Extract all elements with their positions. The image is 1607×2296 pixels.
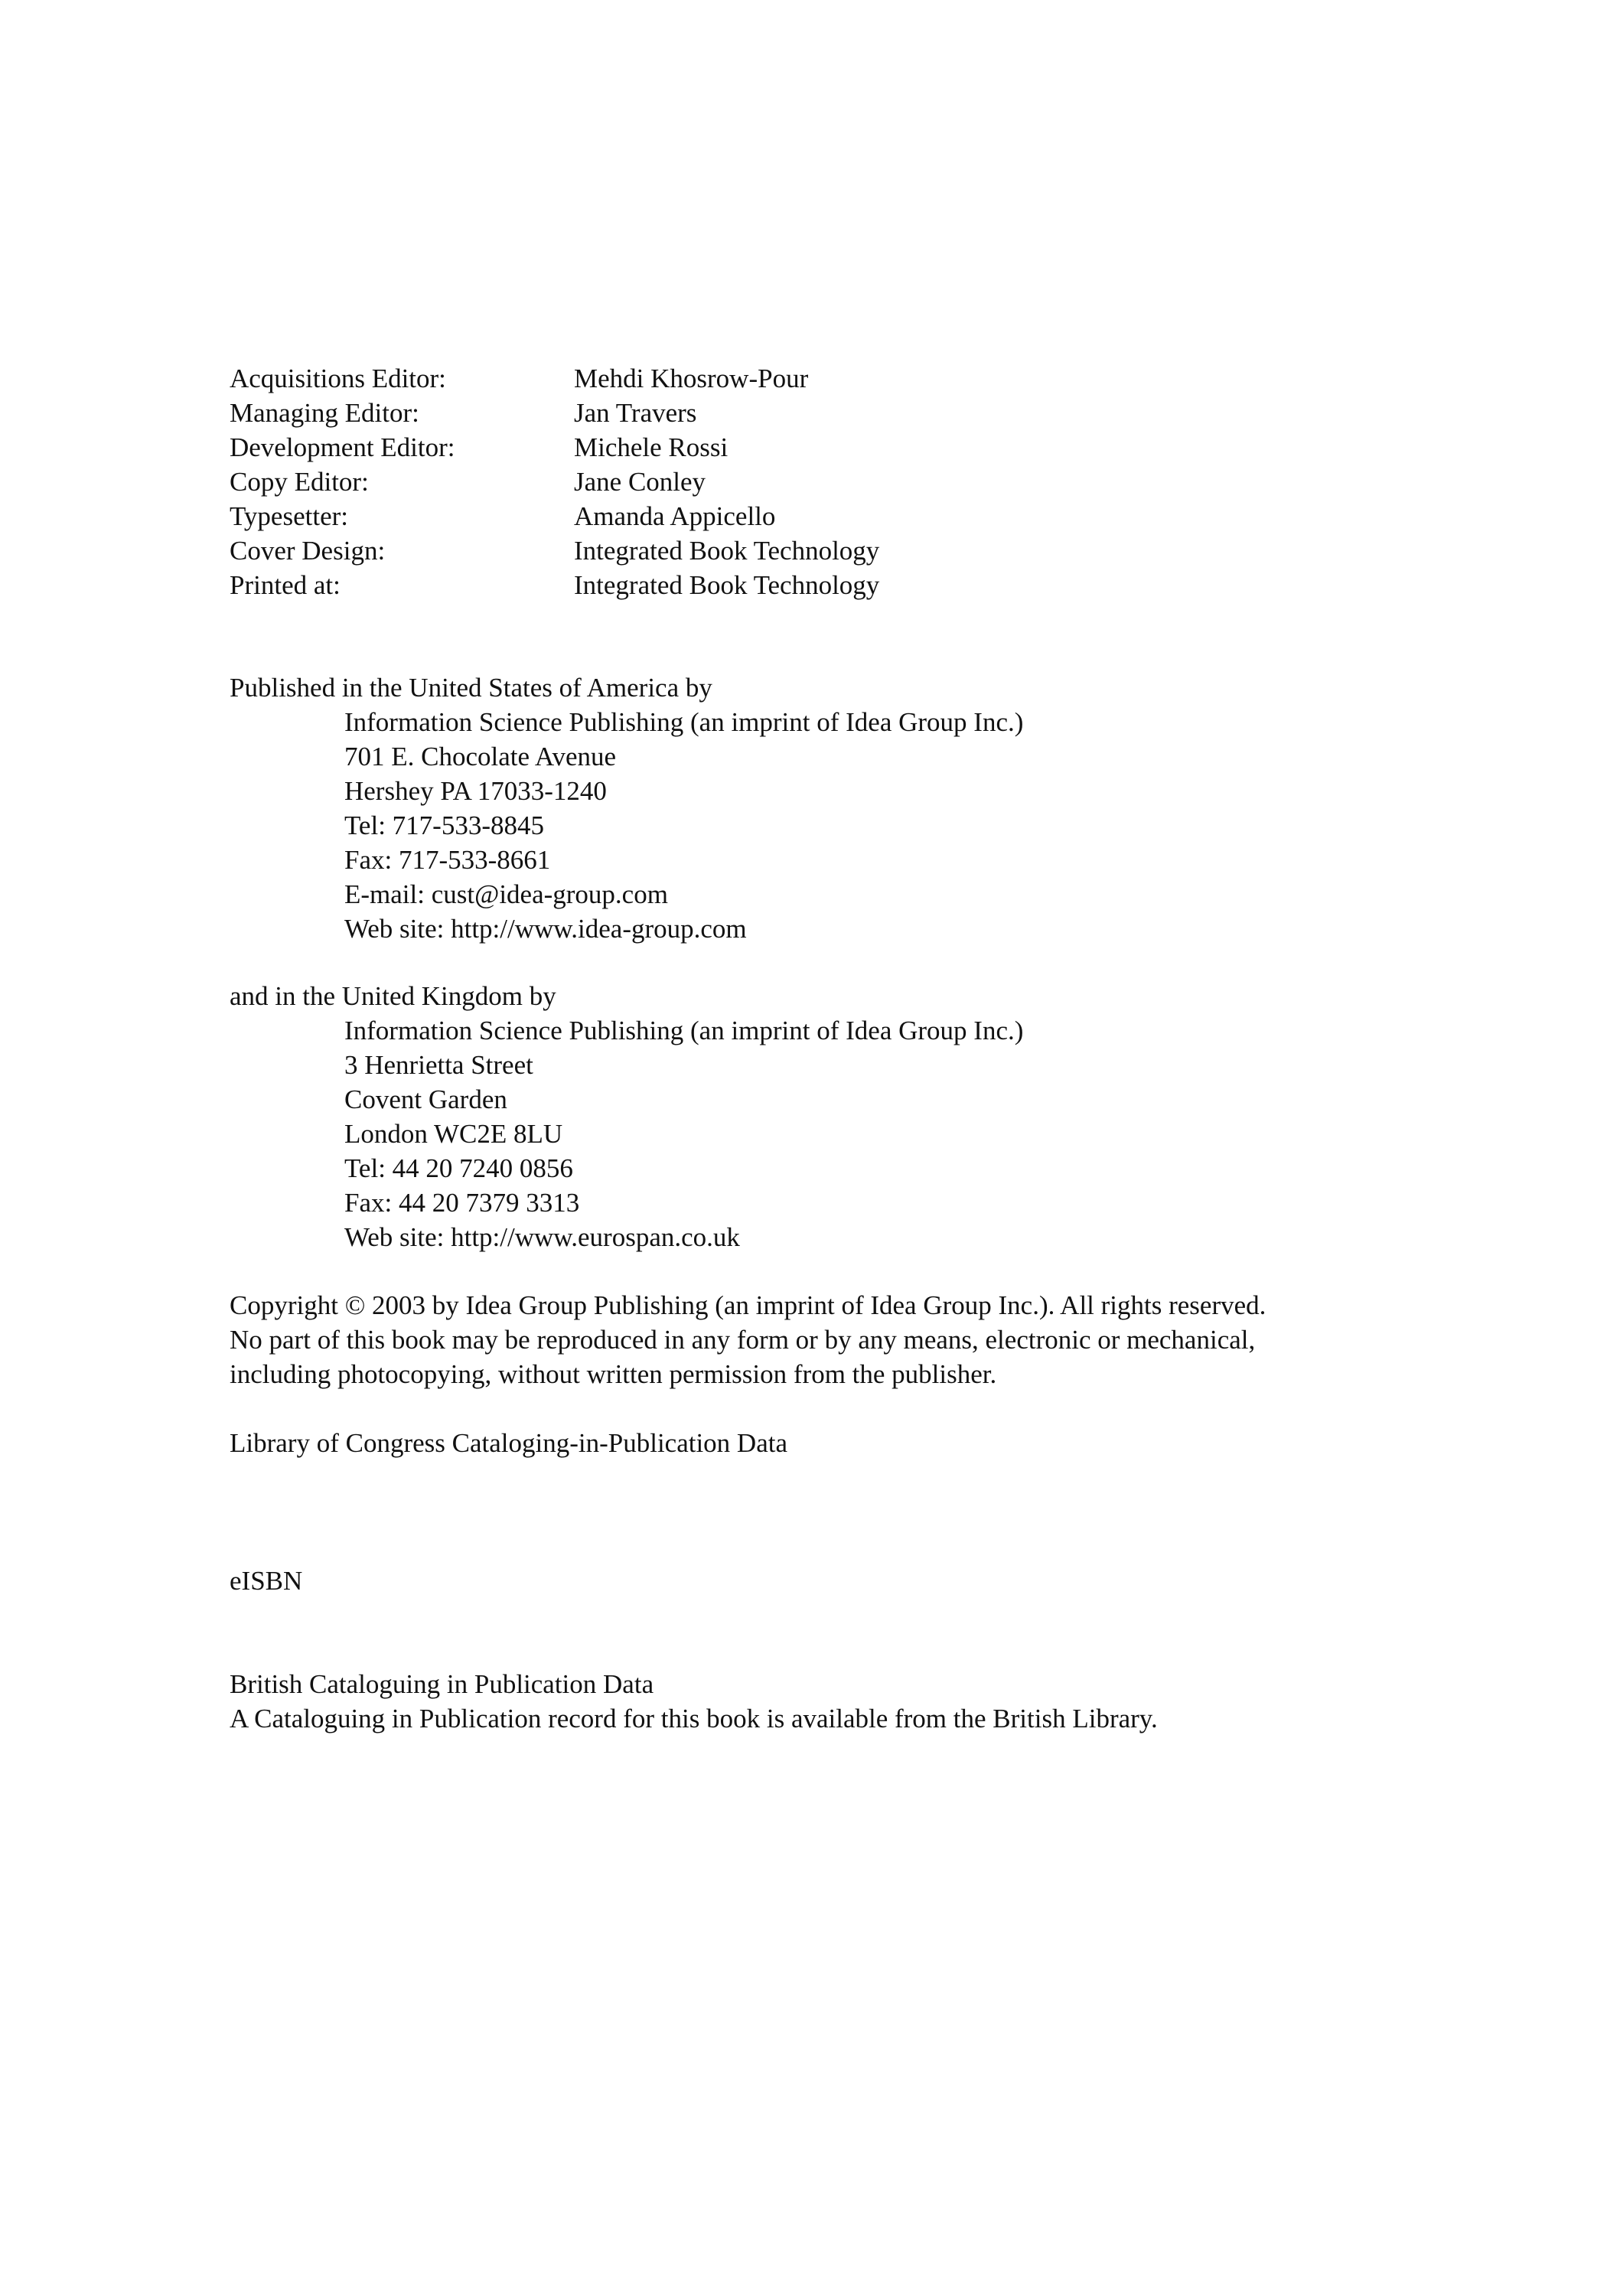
telephone: Tel: 717-533-8845 <box>344 810 544 840</box>
copyright-line: No part of this book may be reproduced in any form or by any means, electronic or mechanical, <box>230 1325 1256 1355</box>
credit-name: Jane Conley <box>574 467 706 497</box>
uk-publisher-intro: and in the United Kingdom by <box>230 981 556 1011</box>
address-city: Hershey PA 17033-1240 <box>344 776 607 806</box>
us-publisher-block <box>230 670 1023 946</box>
copyright-line: Copyright © 2003 by Idea Group Publishing (an imprint of Idea Group Inc.). All rights reserved. <box>230 1290 1266 1320</box>
credit-role: Printed at: <box>230 570 341 600</box>
telephone: Tel: 44 20 7240 0856 <box>344 1153 573 1183</box>
credit-role: Typesetter: <box>230 501 348 531</box>
publisher-name: Information Science Publishing (an imprint of Idea Group Inc.) <box>344 707 1024 737</box>
address-street: 3 Henrietta Street <box>344 1050 533 1080</box>
eisbn-label: eISBN <box>230 1566 303 1596</box>
email: E-mail: cust@idea-group.com <box>344 879 668 909</box>
copyright-notice <box>230 1288 1266 1391</box>
credit-name: Integrated Book Technology <box>574 536 880 566</box>
address-city: London WC2E 8LU <box>344 1119 563 1149</box>
uk-publisher-block <box>230 979 1023 1254</box>
address-street: 701 E. Chocolate Avenue <box>344 742 617 771</box>
credit-name: Michele Rossi <box>574 432 729 462</box>
credit-name: Integrated Book Technology <box>574 570 880 600</box>
publisher-name: Information Science Publishing (an imprint of Idea Group Inc.) <box>344 1016 1024 1045</box>
copyright-line: including photocopying, without written permission from the publisher. <box>230 1359 997 1389</box>
loc-cip <box>230 1426 787 1460</box>
us-publisher-intro: Published in the United States of America by <box>230 673 712 703</box>
credit-role: Copy Editor: <box>230 467 369 497</box>
credit-role: Cover Design: <box>230 536 386 566</box>
credit-role: Acquisitions Editor: <box>230 364 446 393</box>
fax: Fax: 44 20 7379 3313 <box>344 1188 580 1218</box>
british-cip-heading: British Cataloguing in Publication Data <box>230 1669 654 1699</box>
credit-role: Development Editor: <box>230 432 455 462</box>
credit-name: Jan Travers <box>574 398 697 428</box>
british-cip-text: A Cataloguing in Publication record for this book is available from the British Library. <box>230 1704 1158 1733</box>
credit-name: Amanda Appicello <box>574 501 776 531</box>
loc-cip-heading: Library of Congress Cataloging-in-Publication Data <box>230 1428 788 1458</box>
eisbn <box>230 1564 302 1598</box>
address-district: Covent Garden <box>344 1084 507 1114</box>
british-cip <box>230 1667 1158 1736</box>
uk-publisher-address <box>230 1013 1023 1254</box>
credit-name: Mehdi Khosrow-Pour <box>574 364 809 393</box>
website: Web site: http://www.idea-group.com <box>344 914 747 944</box>
us-publisher-address <box>230 705 1023 946</box>
credit-role: Managing Editor: <box>230 398 419 428</box>
fax: Fax: 717-533-8661 <box>344 845 551 875</box>
website: Web site: http://www.eurospan.co.uk <box>344 1222 740 1252</box>
